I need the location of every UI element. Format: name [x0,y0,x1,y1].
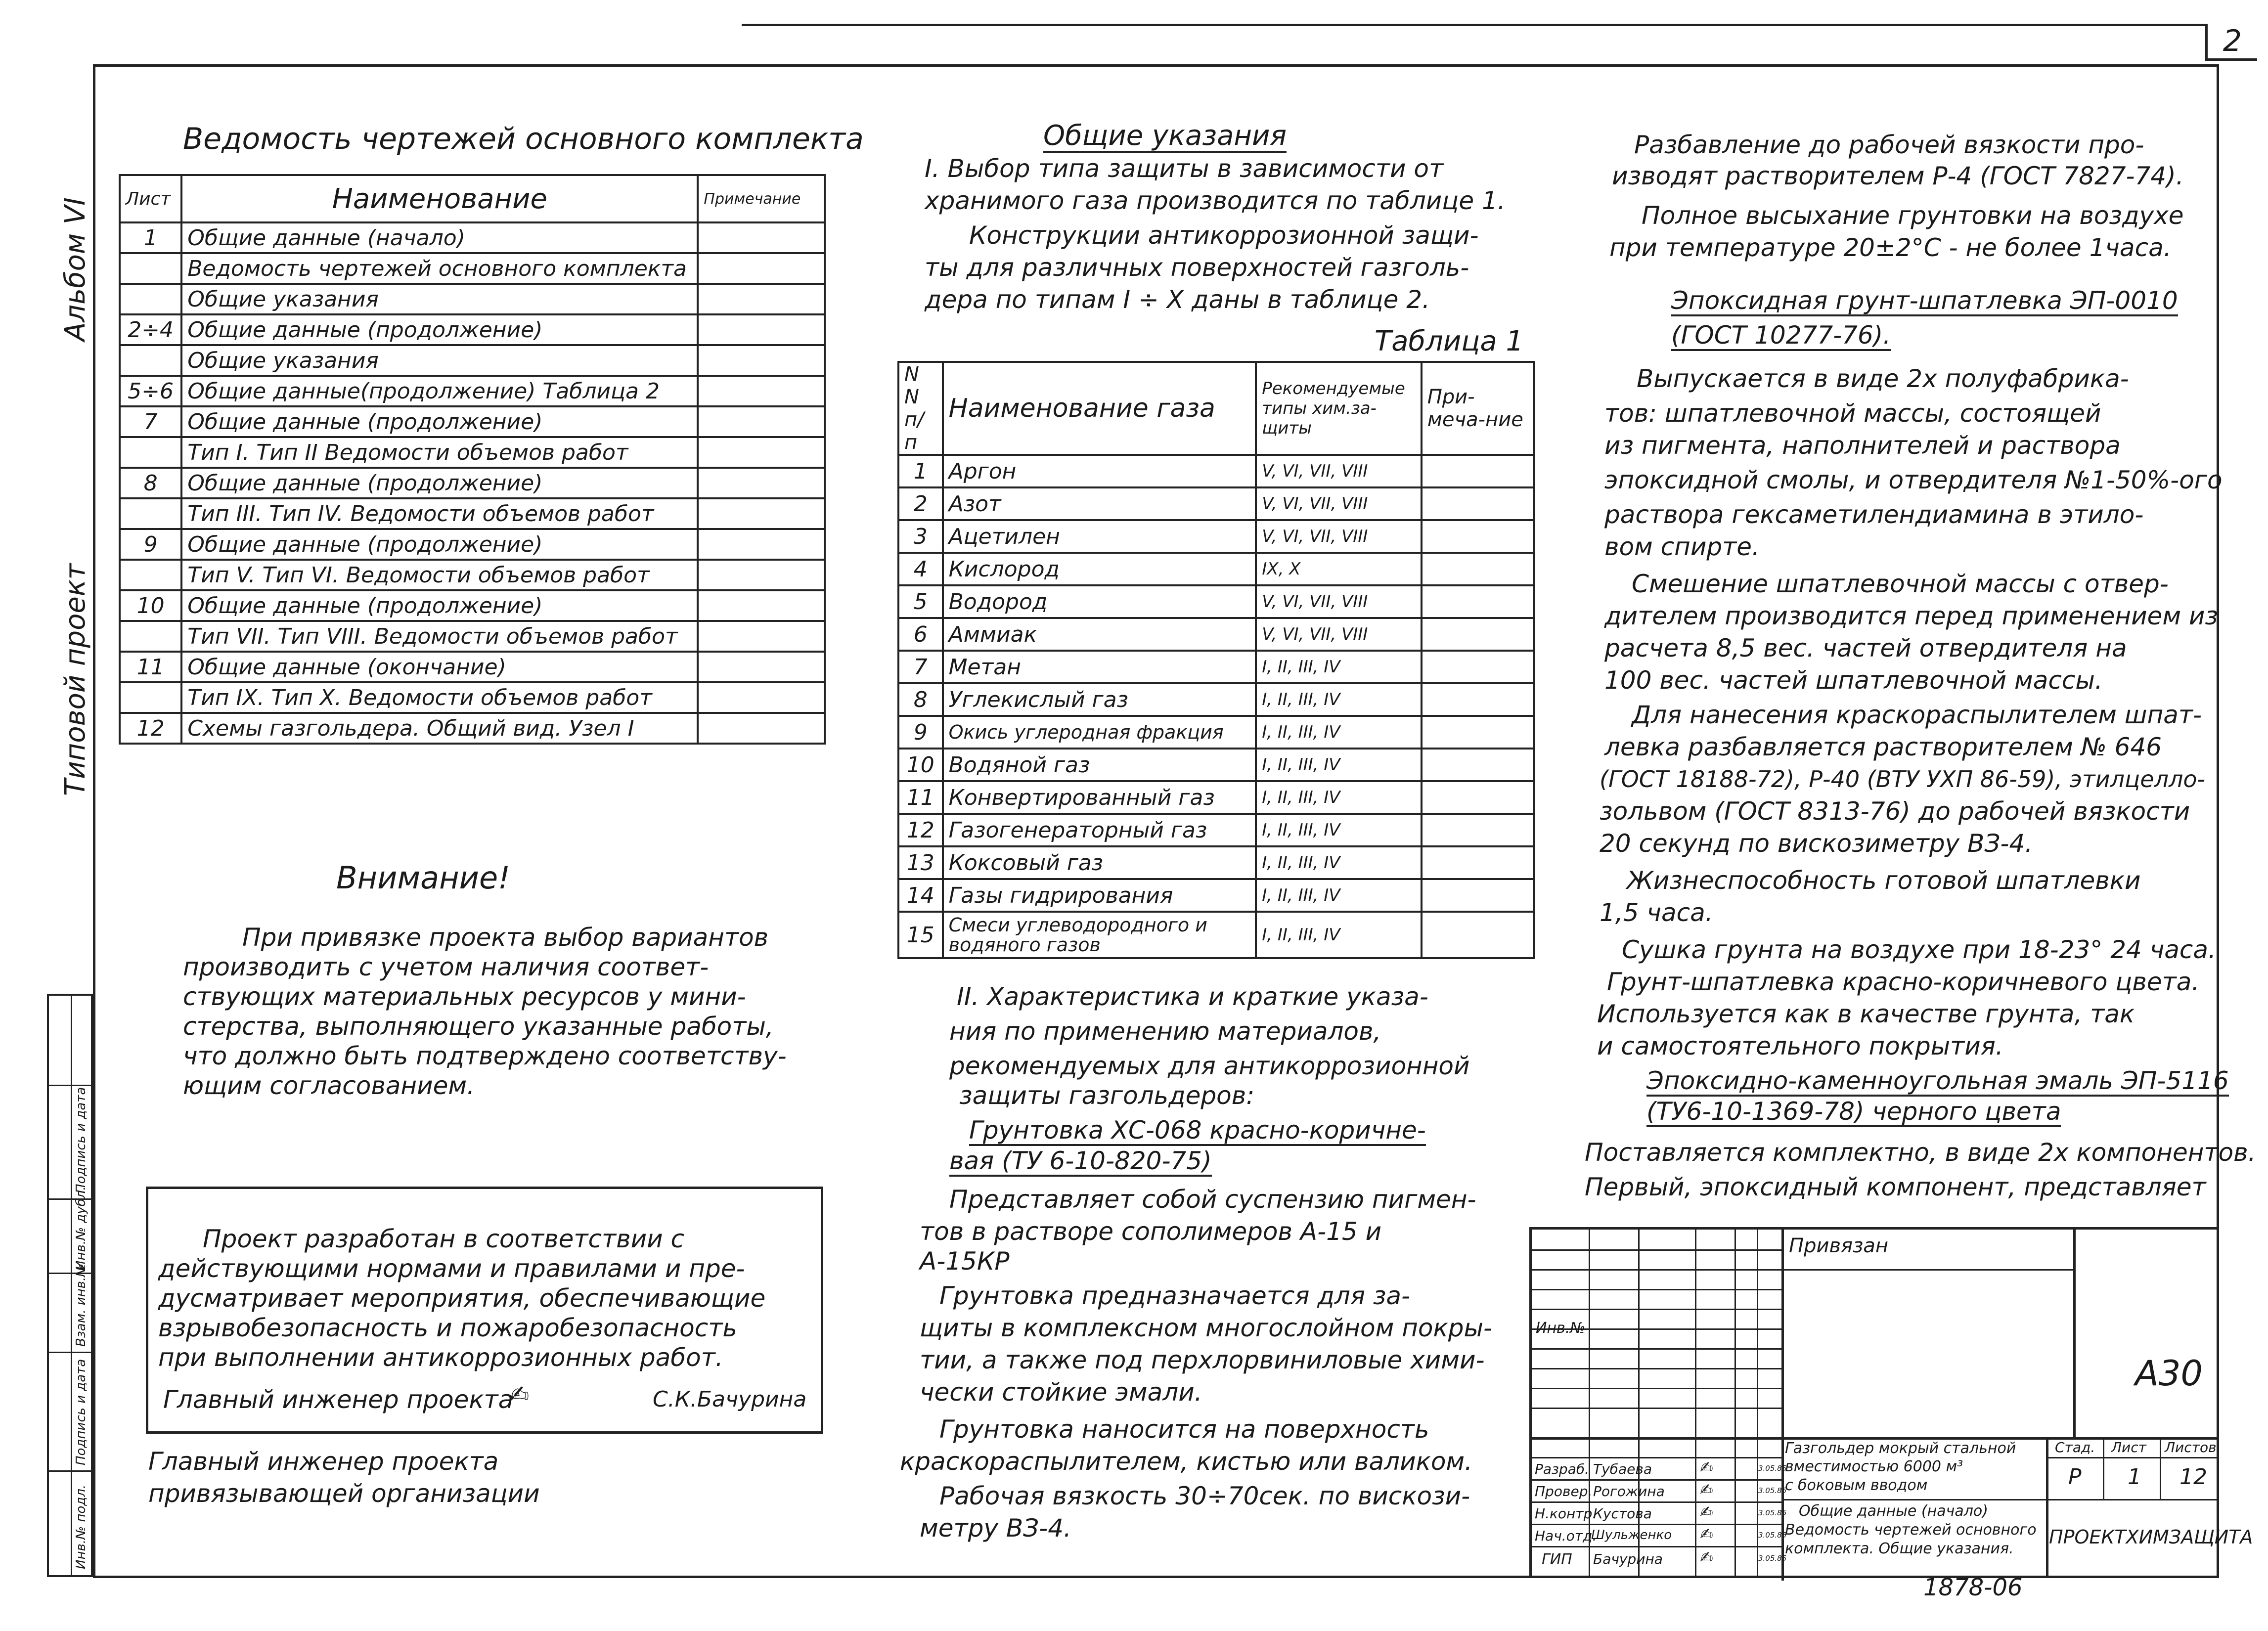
table-row: 8 Углекислый газ I, II, III, IV [898,683,1534,716]
putty-line-21: и самостоятельного покрытия. [1597,1032,2003,1060]
table-row: 10 Общие данные (продолжение) [120,590,825,621]
enamel-title-line-2: (ТУ6-10-1369-78) черного цвета [1646,1098,2061,1127]
table-row: Общие указания [120,284,825,314]
table-row: 1 Аргон V, VI, VII, VIII [898,455,1534,487]
object-line-1: Газгольдер мокрый стальной [1785,1440,2016,1457]
putty-line-16: Жизнеспособность готовой шпатлевки [1627,866,2141,895]
gases-col-note: При-меча-ние [1422,362,1534,455]
putty-line-18: Сушка грунта на воздухе при 18-23° 24 часа. [1622,935,2216,964]
sheet-desc-line-2: Ведомость чертежей основного [1785,1521,2037,1539]
primer-line-10: Рабочая вязкость 30÷70сек. по вискози- [939,1482,1470,1510]
primer-line-5: щиты в комплексном многослойном покры- [920,1314,1492,1342]
section2-line-2: ния по применению материалов, [949,1017,1381,1046]
general-instructions-title: Общие указания [1043,120,1287,152]
gases-table [897,361,1535,959]
primer-line-8: Грунтовка наносится на поверхность [939,1415,1429,1444]
putty-line-12: левка разбавляется растворителем № 646 [1604,733,2162,761]
attention-line-4: стерства, выполняющего указанные работы, [183,1012,774,1041]
date-dept-head: 3.05.85 [1758,1531,1787,1540]
drawing-number: 1878-06 [1923,1574,2023,1601]
primer-line-2: тов в растворе сополимеров А-15 и [920,1217,1382,1246]
table-row: Тип I. Тип II Ведомости объемов работ [120,437,825,468]
chief-engineer-label: Главный инженер проекта [163,1385,514,1414]
putty-line-10: 100 вес. частей шпатлевочной массы. [1604,666,2103,695]
name-dept-head: Шульженко [1591,1528,1672,1543]
putty-line-19: Грунт-шпатлевка красно-коричневого цвета. [1607,968,2200,996]
table-row: Тип VII. Тип VIII. Ведомости объемов работ [120,621,825,652]
putty-line-2: тов: шпатлевочной массы, состоящей [1604,399,2101,428]
date-checker: 3.05.85 [1758,1486,1787,1495]
putty-line-5: раствора гексаметилендиамина в этило- [1604,500,2144,529]
project-label: Типовой проект [59,563,91,796]
role-dept-head: Нач.отд. [1535,1528,1597,1544]
table-row: 11 Общие данные (окончание) [120,652,825,682]
attention-title: Внимание! [336,860,510,896]
putty-line-6: вом спирте. [1604,532,1760,561]
table-row: Тип III. Тип IV. Ведомости объемов работ [120,498,825,529]
attention-line-2: производить с учетом наличия соответ- [183,953,709,981]
side-stamp-label-3: Взам. инв.№ [74,1263,89,1347]
section2-line-3: рекомендуемых для антикоррозионной [949,1052,1470,1080]
compliance-line-3: дусматривает мероприятия, обеспечивающие [158,1284,766,1313]
chief-signature: ✍ [509,1381,530,1409]
side-stamp-label-5: Подпись и дата [74,1087,89,1193]
putty-line-4: эпоксидной смолы, и отвердителя №1-50%-ого [1604,466,2223,494]
table-row: 12 Газогенераторный газ I, II, III, IV [898,814,1534,846]
signature-developer: ✍ [1700,1458,1713,1477]
primer-line-4: Грунтовка предназначается для за- [939,1281,1411,1310]
stage-value: Р [2068,1464,2082,1490]
putty-line-11: Для нанесения краскораспылителем шпат- [1632,701,2202,729]
drawings-list-title: Ведомость чертежей основного комплекта [183,122,864,156]
role-chief-engineer: ГИП [1542,1551,1572,1568]
side-stamp-label-4: Инв.№ дубл. [74,1186,89,1270]
sheet-number: 2 [2205,24,2257,61]
signature-checker: ✍ [1700,1480,1713,1499]
putty-line-3: из пигмента, наполнителей и раствора [1604,431,2121,460]
right-top-line-3: Полное высыхание грунтовки на воздухе [1642,201,2184,230]
primer-line-3: А-15КР [920,1247,1010,1276]
stage-label: Стад. [2055,1439,2095,1455]
table1-caption: Таблица 1 [1375,325,1524,357]
putty-title-line-2: (ГОСТ 10277-76). [1671,321,1891,351]
sheets-label: Листов [2165,1439,2217,1455]
date-chief-engineer: 3.05.85 [1758,1554,1787,1563]
table-row: 4 Кислород IX, X [898,553,1534,585]
section2-line-1: II. Характеристика и краткие указа- [957,982,1428,1011]
drawings-list-table [119,174,826,745]
organization-name: ПРОЕКТХИМЗАЩИТА [2049,1526,2253,1548]
table-row: 5÷6 Общие данные(продолжение) Таблица 2 [120,376,825,406]
table-row: Общие указания [120,345,825,376]
name-developer: Тубаева [1593,1461,1652,1477]
object-line-3: с боковым вводом [1785,1477,1928,1494]
table-row: 9 Окись углеродная фракция I, II, III, IV [898,716,1534,749]
compliance-line-5: при выполнении антикоррозионных работ. [158,1343,723,1372]
table-row: 15 Смеси углеводородного и водяного газов I, II, III, IV [898,912,1534,958]
col-sheet-header: Лист [120,175,181,222]
table-row: Тип IX. Тип X. Ведомости объемов работ [120,682,825,713]
primer-line-6: тии, а также под перхлорвиниловые хими- [920,1346,1485,1374]
binding-chief-line-1: Главный инженер проекта [148,1447,499,1476]
col-name-header: Наименование [181,175,698,222]
table-row: 2 Азот V, VI, VII, VIII [898,487,1534,520]
role-norm-control: Н.контр. [1535,1505,1597,1522]
title-block [1529,1227,2253,1578]
right-top-line-2: изводят растворителем Р-4 (ГОСТ 7827-74). [1612,162,2184,190]
attention-line-5: что должно быть подтверждено соответству- [183,1042,787,1070]
table-row: 1 Общие данные (начало) [120,222,825,253]
chief-engineer-name: С.К.Бачурина [653,1387,807,1412]
sheet-desc-line-3: комплекта. Общие указания. [1785,1540,2014,1557]
side-stamp-label-1: Инв.№ подл. [74,1484,89,1569]
intro-line-5: дера по типам I ÷ X даны в таблице 2. [925,285,1430,314]
intro-line-1: I. Выбор типа защиты в зависимости от [925,154,1444,183]
putty-line-8: дителем производится перед применением из [1604,602,2219,630]
primer-line-9: краскораспылителем, кистью или валиком. [900,1447,1473,1476]
primer-line-7: чески стойкие эмали. [920,1378,1202,1407]
table-row: 10 Водяной газ I, II, III, IV [898,749,1534,781]
binding-chief-line-2: привязывающей организации [148,1479,540,1508]
enamel-title-line-1: Эпоксидно-каменноугольная эмаль ЭП-5116 [1646,1067,2229,1097]
primer-line-11: метру ВЗ-4. [920,1514,1071,1543]
putty-line-7: Смешение шпатлевочной массы с отвер- [1632,570,2169,598]
putty-line-13: (ГОСТ 18188-72), Р-40 (ВТУ УХП 86-59), этилцелло- [1600,766,2206,793]
right-top-line-1: Разбавление до рабочей вязкости про- [1634,131,2144,159]
sheets-value: 12 [2179,1464,2207,1490]
primer-line-1: Представляет собой суспензию пигмен- [949,1185,1476,1214]
gases-col-name: Наименование газа [943,362,1256,455]
compliance-line-4: взрывобезопасность и пожаробезопасность [158,1314,737,1342]
album-label: Альбом VI [59,197,91,341]
role-checker: Провер. [1535,1483,1593,1499]
top-rule [742,24,2205,26]
name-checker: Рогожина [1593,1483,1665,1499]
intro-line-2: хранимого газа производится по таблице 1. [925,186,1506,215]
attention-line-3: ствующих материальных ресурсов у мини- [183,982,746,1011]
gases-col-num: N N п/п [898,362,943,455]
inv-label: Инв.№ [1536,1320,1586,1337]
sheet-desc-line-1: Общие данные (начало) [1799,1502,1988,1520]
putty-line-14: зольвом (ГОСТ 8313-76) до рабочей вязкости [1600,797,2190,826]
enamel-line-2: Первый, эпоксидный компонент, представляет [1585,1173,2206,1201]
binding-label: Привязан [1789,1234,1889,1257]
compliance-line-1: Проект разработан в соответствии с [203,1225,684,1253]
table-row: 14 Газы гидрирования I, II, III, IV [898,879,1534,912]
enamel-line-1: Поставляется комплектно, в виде 2х компонентов. [1585,1138,2256,1167]
section2-line-4: защиты газгольдеров: [959,1081,1255,1110]
attention-line-6: ющим согласованием. [183,1071,475,1100]
table-row: 7 Общие данные (продолжение) [120,406,825,437]
gases-col-types: Рекомендуемые типы хим.за-щиты [1256,362,1421,455]
table-row: 11 Конвертированный газ I, II, III, IV [898,781,1534,814]
primer-title-line-1: Грунтовка ХС-068 красно-коричне- [969,1116,1426,1146]
intro-line-4: ты для различных поверхностей газголь- [925,253,1469,282]
table-row: Ведомость чертежей основного комплекта [120,253,825,284]
side-stamp [47,994,93,1577]
table-row: 12 Схемы газгольдера. Общий вид. Узел I [120,713,825,744]
signature-chief-engineer: ✍ [1700,1548,1713,1567]
table-row: Тип V. Тип VI. Ведомости объемов работ [120,560,825,590]
name-chief-engineer: Бачурина [1593,1551,1663,1567]
table-row: 7 Метан I, II, III, IV [898,651,1534,683]
putty-title-line-1: Эпоксидная грунт-шпатлевка ЭП-0010 [1671,287,2178,316]
intro-line-3: Конструкции антикоррозионной защи- [969,221,1479,250]
putty-line-17: 1,5 часа. [1600,898,1713,927]
table-row: 2÷4 Общие данные (продолжение) [120,314,825,345]
side-stamp-label-2: Подпись и дата [74,1359,89,1465]
attention-line-1: При привязке проекта выбор вариантов [242,923,769,952]
signature-dept-head: ✍ [1700,1525,1713,1543]
putty-line-9: расчета 8,5 вес. частей отвердителя на [1604,634,2127,662]
date-norm-control: 3.05.85 [1758,1508,1787,1517]
table-row: 5 Водород V, VI, VII, VIII [898,585,1534,618]
object-line-2: вместимостью 6000 м³ [1785,1458,1963,1475]
table-row: 8 Общие данные (продолжение) [120,468,825,498]
date-developer: 3.05.85 [1758,1464,1787,1473]
primer-title-line-2: вая (ТУ 6-10-820-75) [949,1147,1212,1177]
table-row: 13 Коксовый газ I, II, III, IV [898,846,1534,879]
table-row: 6 Аммиак V, VI, VII, VIII [898,618,1534,651]
table-row: 9 Общие данные (продолжение) [120,529,825,560]
table-row: 3 Ацетилен V, VI, VII, VIII [898,520,1534,553]
name-norm-control: Кустова [1593,1505,1652,1522]
sheet-value: 1 [2128,1464,2141,1490]
drawing-code: А30 [2135,1353,2203,1394]
sheet-label: Лист [2111,1439,2146,1455]
signature-norm-control: ✍ [1700,1502,1713,1521]
putty-line-20: Используется как в качестве грунта, так [1597,1000,2135,1028]
compliance-line-2: действующими нормами и правилами и пре- [158,1254,745,1283]
role-developer: Разраб. [1535,1461,1590,1477]
right-top-line-4: при температуре 20±2°С - не более 1часа. [1609,233,2172,262]
putty-line-15: 20 секунд по вискозиметру ВЗ-4. [1600,829,2033,858]
col-note-header: Примечание [698,175,825,222]
putty-line-1: Выпускается в виде 2х полуфабрика- [1637,364,2129,393]
